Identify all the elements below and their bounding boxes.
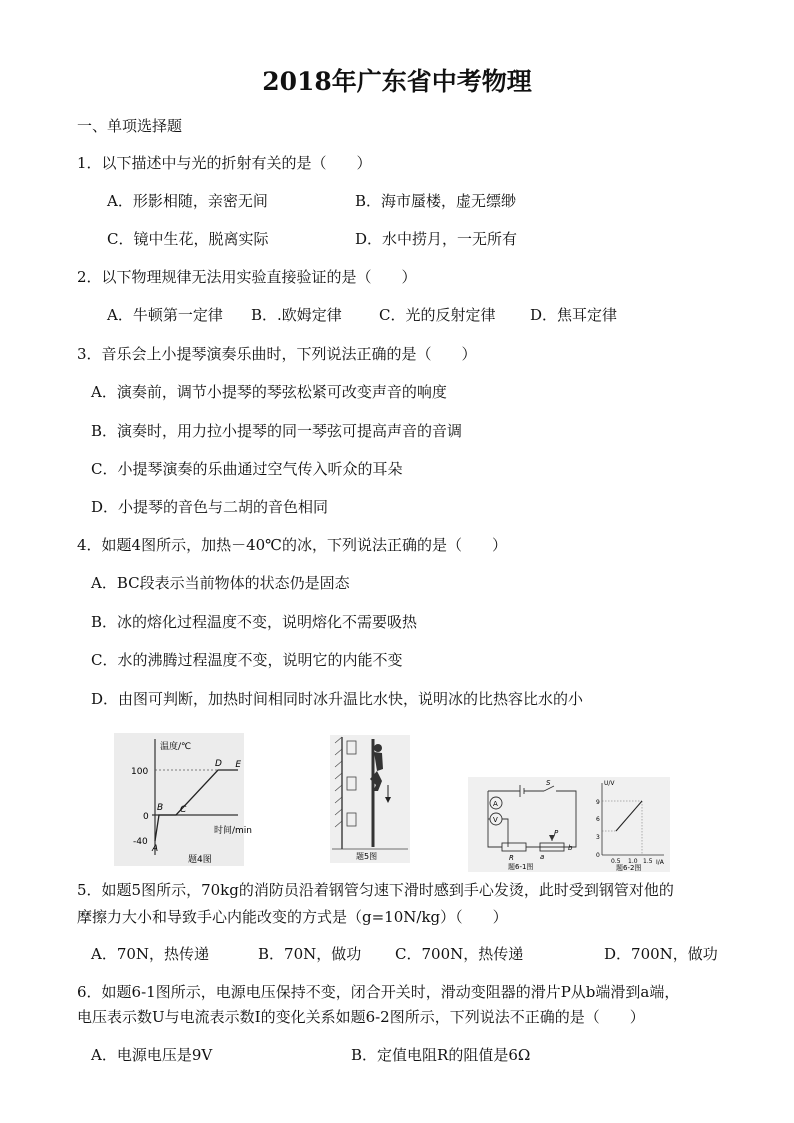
fig4-tick-0: 0 — [143, 812, 149, 822]
q3-option-d[interactable]: D．小提琴的音色与二胡的音色相同 — [91, 498, 329, 516]
fig6-caption-2: 题6-2图 — [616, 864, 642, 872]
fig6-resistor: R — [509, 854, 514, 862]
fig6-x05: 0.5 — [611, 858, 621, 865]
q6-stem-line1: 6．如题6-1图所示，电源电压保持不变，闭合开关时，滑动变阻器的滑片P从b端滑到a端， — [77, 983, 680, 1001]
q3-option-b[interactable]: B．演奏时，用力拉小提琴的同一琴弦可提高声音的音调 — [91, 422, 463, 440]
fig5-caption: 题5图 — [356, 852, 378, 861]
fig4-xlabel: 时间/min — [214, 826, 253, 836]
fig6-ui-line — [616, 801, 642, 831]
q1-option-c[interactable]: C．镜中生花，脱离实际 — [107, 230, 269, 248]
section-heading: 一、单项选择题 — [77, 117, 183, 135]
fig6-end-b: b — [568, 844, 573, 852]
q1-stem: 1．以下描述中与光的折射有关的是（ ） — [77, 154, 372, 172]
fig6-meter-v: V — [493, 816, 498, 824]
q5-option-a[interactable]: A．70N，热传递 — [91, 945, 210, 963]
fig6-y0: 0 — [596, 852, 600, 859]
q6-option-a[interactable]: A．电源电压是9V — [91, 1046, 213, 1064]
q1-option-b[interactable]: B．海市蜃楼，虚无缥缈 — [355, 192, 517, 210]
q5-option-b[interactable]: B．70N，做功 — [258, 945, 362, 963]
fig6-ylabel: U/V — [604, 780, 615, 787]
q5-option-d[interactable]: D．700N，做功 — [604, 945, 718, 963]
q4-option-c[interactable]: C．水的沸腾过程温度不变，说明它的内能不变 — [91, 651, 403, 669]
q4-option-d[interactable]: D．由图可判断，加热时间相同时冰升温比水快，说明冰的比热容比水的小 — [91, 690, 584, 708]
fig4-tick-100: 100 — [131, 767, 149, 777]
fig6-xlabel: I/A — [656, 859, 664, 866]
q3-stem: 3．音乐会上小提琴演奏乐曲时，下列说法正确的是（ ） — [77, 345, 477, 363]
q2-stem: 2．以下物理规律无法用实验直接验证的是（ ） — [77, 268, 417, 286]
q6-option-b[interactable]: B．定值电阻R的阻值是6Ω — [351, 1046, 531, 1064]
q4-option-a[interactable]: A．BC段表示当前物体的状态仍是固态 — [91, 574, 350, 592]
fig4-caption: 题4图 — [188, 855, 212, 865]
fig4-point-a: A — [152, 844, 159, 854]
q2-option-c[interactable]: C．光的反射定律 — [379, 306, 496, 324]
fig4-tick-m40: -40 — [133, 837, 148, 847]
q5-option-c[interactable]: C．700N，热传递 — [395, 945, 524, 963]
q5-stem-line2: 摩擦力大小和导致手心内能改变的方式是（g=10N/kg）（ ） — [77, 908, 508, 926]
fig6-y9: 9 — [596, 799, 600, 806]
q1-option-a[interactable]: A．形影相随，亲密无间 — [107, 192, 268, 210]
q1-option-d[interactable]: D．水中捞月，一无所有 — [355, 230, 518, 248]
fig6-y3: 3 — [596, 834, 600, 841]
figure-6 — [468, 777, 670, 872]
q3-option-c[interactable]: C．小提琴演奏的乐曲通过空气传入听众的耳朵 — [91, 460, 403, 478]
fig4-point-b: B — [157, 803, 164, 813]
fig6-x15: 1.5 — [643, 858, 653, 865]
figure-4 — [114, 733, 253, 866]
q6-stem-line2: 电压表示数U与电流表示数I的变化关系如题6-2图所示，下列说法不正确的是（ ） — [77, 1008, 645, 1026]
q3-option-a[interactable]: A．演奏前，调节小提琴的琴弦松紧可改变声音的响度 — [91, 383, 447, 401]
fig6-end-a: a — [540, 853, 545, 861]
fig6-caption-1: 题6-1图 — [508, 863, 534, 871]
figure-5 — [330, 735, 410, 863]
fig6-slider: P — [554, 829, 559, 837]
q2-option-b[interactable]: B．.欧姆定律 — [251, 306, 342, 324]
q2-option-d[interactable]: D．焦耳定律 — [530, 306, 618, 324]
q5-stem-line1: 5．如题5图所示，70kg的消防员沿着钢管匀速下滑时感到手心发烫，此时受到钢管对他的 — [77, 881, 674, 899]
page-title: 2018年广东省中考物理 — [262, 67, 532, 96]
fig6-x10: 1.0 — [628, 858, 638, 865]
fig4-point-e: E — [235, 760, 241, 770]
fig6-y6: 6 — [596, 816, 600, 823]
fig4-ylabel: 温度/℃ — [160, 742, 192, 752]
fig6-meter-a: A — [493, 800, 498, 808]
q4-stem: 4．如题4图所示，加热－40℃的冰，下列说法正确的是（ ） — [77, 536, 507, 554]
q4-option-b[interactable]: B．冰的熔化过程温度不变，说明熔化不需要吸热 — [91, 613, 418, 631]
fig6-switch: S — [546, 779, 551, 787]
fig4-point-d: D — [215, 759, 222, 769]
fig4-point-c: C — [180, 805, 187, 815]
q2-option-a[interactable]: A．牛顿第一定律 — [107, 306, 223, 324]
